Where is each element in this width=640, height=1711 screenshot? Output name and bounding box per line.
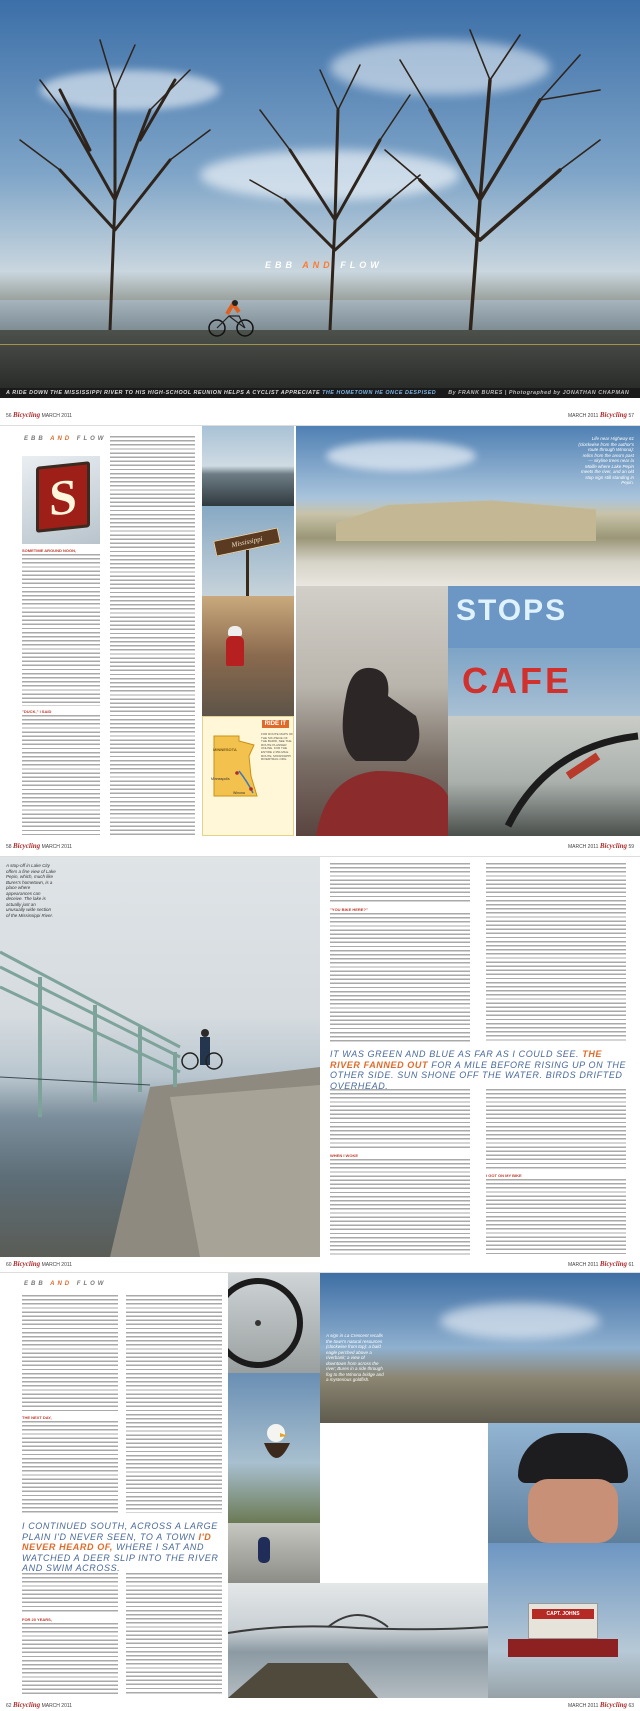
photo-lake-pepin-railing: [0, 857, 320, 1257]
handlebar-shape: [448, 716, 640, 836]
photo-bridge-river: [228, 1583, 488, 1698]
body-text-col5: [486, 863, 626, 1043]
body-text-col10: [22, 1295, 118, 1411]
folio-page-number: 60: [6, 1262, 12, 1268]
runin-duck: "DUCK," I SAID: [22, 709, 52, 714]
dog-statue-shape: [296, 586, 448, 836]
photo-bike-wheel: [228, 1273, 320, 1373]
folio-magazine: Bicycling: [12, 1701, 41, 1709]
body-text-col13: [22, 1573, 118, 1613]
folio-date: MARCH 2011: [567, 1703, 599, 1709]
ride-it-label: RIDE IT: [262, 720, 289, 728]
pull-quote-text: I CONTINUED SOUTH, ACROSS A LARGE PLAIN I'D NEVER SEEN, TO A TOWN: [22, 1521, 218, 1542]
folio-right: [568, 842, 634, 850]
cloud: [440, 1303, 600, 1339]
folio-left: [6, 842, 72, 850]
spread-four: [0, 1273, 640, 1711]
ride-it-text: FOR ROUTE MAPS OF THE SIX-PIECE OF THE BAIRD, SEE THE ROUTE PLANNER ONLINE. FOR THE ENTIRE 2,350-MILE ROUTE, MISSISSIPPI RIVERTRAIL.ORG.: [261, 732, 294, 762]
s-sign-board: [36, 461, 90, 533]
photo-mississippi-signpost: [202, 506, 294, 596]
body-text-col11: [22, 1421, 118, 1513]
folio-magazine: Bicycling: [12, 411, 41, 419]
photo-eagle-mural: [228, 1373, 320, 1523]
body-text-col2: [110, 436, 195, 836]
kicker-flow: FLOW: [76, 1281, 107, 1287]
kicker-ebb: EBB: [24, 436, 46, 442]
folio-page-number: 58: [6, 844, 12, 850]
spread-two: [0, 426, 640, 856]
dek-bar: [0, 388, 640, 398]
map-state-label: MINNESOTA: [213, 747, 237, 752]
photo-cafe-sign: [448, 648, 640, 716]
folio-date: MARCH 2011: [567, 413, 599, 419]
bridge-shape: [228, 1583, 488, 1698]
photo-river-railing: [202, 426, 294, 506]
photo-fog-rider: [228, 1523, 320, 1583]
folio-magazine: Bicycling: [12, 1260, 41, 1268]
folio-date: MARCH 2011: [41, 844, 73, 850]
dek-text: A RIDE DOWN THE MISSISSIPPI RIVER TO HIS HIGH-SCHOOL REUNION HELPS A CYCLIST APPRECIATE: [6, 390, 321, 396]
photo-cyclist-storefront: [202, 596, 294, 716]
pull-quote-plain: [22, 1521, 222, 1574]
pull-quote-text-end: WHERE I SAT AND WATCHED A DEER SLIP INTO THE RIVER AND SWIM ACROSS.: [22, 1542, 219, 1573]
photo-cyclist-portrait: [488, 1423, 640, 1543]
folio-date: MARCH 2011: [41, 1703, 73, 1709]
spread-opening: [0, 0, 640, 425]
wheel-shape: [228, 1273, 320, 1373]
folio-magazine: Bicycling: [599, 842, 628, 850]
title-word-and: AND: [302, 260, 334, 270]
folio-right: [568, 1260, 634, 1268]
folio-magazine: Bicycling: [599, 411, 628, 419]
cafe-letters: CAFE: [462, 660, 572, 701]
photo-dog-statue: [296, 586, 448, 836]
caption-mid: A sign in La Crescent recalls the town's natural resources (clockwise from top): a bald eagle perched above a riverbank; a view of downtown from across the river; Bures in a ride through fog to the Winona bridge and a mysterious goldfish.: [326, 1333, 384, 1382]
road: [0, 330, 640, 388]
photo-stop-sign: [448, 586, 640, 648]
pull-quote-river: [330, 1049, 630, 1091]
kicker-and: AND: [50, 436, 73, 442]
runin-twenty-years: FOR 20 YEARS,: [22, 1617, 52, 1622]
cloud: [326, 441, 476, 471]
runin-next-day: THE NEXT DAY,: [22, 1415, 52, 1420]
photo-riverboat: [488, 1543, 640, 1698]
body-text-col8: [486, 1089, 626, 1169]
map-city-winona: Winona: [233, 791, 245, 795]
folio-left: [6, 1260, 72, 1268]
kicker-and: AND: [50, 1281, 73, 1287]
s-letter: S: [49, 467, 77, 527]
section-kicker: [24, 1281, 106, 1287]
folio-date: MARCH 2011: [567, 844, 599, 850]
cyclist-helmet: [228, 626, 242, 636]
folio-right: [568, 1701, 634, 1709]
signpost-pole: [246, 550, 249, 596]
folio-left: [6, 1701, 72, 1709]
dek-highlight: THE HOMETOWN HE ONCE DESPISED: [322, 390, 437, 396]
folio-magazine: Bicycling: [599, 1260, 628, 1268]
pull-quote-text: IT WAS GREEN AND BLUE AS FAR AS I COULD SEE.: [330, 1049, 580, 1059]
face: [528, 1479, 618, 1543]
folio-right: [568, 411, 634, 419]
signpost-text: Mississippi: [230, 534, 264, 550]
bluff: [336, 496, 596, 541]
road-line: [0, 344, 640, 345]
folio-left: [6, 411, 72, 419]
spread-three: [0, 857, 640, 1272]
byline: By FRANK BURES | Photographed by JONATHAN CHAPMAN: [448, 390, 630, 396]
folio-magazine: Bicycling: [599, 1701, 628, 1709]
title-word-flow: FLOW: [340, 260, 383, 270]
folio-magazine: Bicycling: [12, 842, 41, 850]
body-text-col3: [330, 863, 470, 903]
body-text-col7: [330, 1159, 470, 1257]
map-city-minneapolis: Minneapolis: [211, 777, 230, 781]
runin-got-on-bike: I GOT ON MY BIKE: [486, 1173, 522, 1178]
body-text-col12: [126, 1295, 222, 1513]
body-text-col1a: [22, 554, 100, 706]
cyclist-jersey: [226, 636, 244, 666]
cyclist-figure: [205, 298, 265, 338]
photo-bluff-field: [296, 426, 640, 586]
pull-quote-text-end: FOR A MILE BEFORE RISING UP ON THE OTHER SIDE. SUN SHONE OFF THE WATER. BIRDS DRIFTED OVERHEAD.: [330, 1059, 627, 1091]
helmet: [518, 1433, 628, 1483]
body-text-col1b: [22, 715, 100, 835]
hero-photo-trees-river: [0, 0, 640, 388]
folio-page-number: 57: [628, 413, 634, 419]
runin-you-bike: "YOU BIKE HERE?": [330, 907, 368, 912]
fog-rider-figure: [258, 1537, 270, 1563]
title-word-ebb: EBB: [265, 260, 297, 270]
runin-when-i-woke: WHEN I WOKE: [330, 1153, 358, 1158]
caption-left: A stop-off in Lake City offers a fine view of Lake Pepin, which, much like Bures's hometown, is a place where appearances can deceive. The lake is actually just an unusually wide section of the Mississippi River.: [6, 863, 56, 918]
body-text-col6: [330, 1089, 470, 1149]
eagle-shape: [228, 1373, 320, 1523]
kicker-flow: FLOW: [76, 436, 107, 442]
photo-riverfront-town: [320, 1273, 640, 1423]
photo-s-sign: [22, 456, 100, 544]
runin-noon: SOMETIME AROUND NOON,: [22, 548, 77, 553]
pull-quote-highlight: THE RIVER FANNED OUT: [330, 1049, 603, 1070]
folio-page-number: 61: [628, 1262, 634, 1268]
kicker-ebb: EBB: [24, 1281, 46, 1287]
body-text-col4: [330, 913, 470, 1043]
boat-sign: CAPT. JOHNS: [532, 1609, 594, 1619]
folio-date: MARCH 2011: [567, 1262, 599, 1268]
folio-page-number: 56: [6, 413, 12, 419]
caption-right: Life near Highway 61 (clockwise from the author's route through Winona): relics from the area's past — skyline trees near la Moille where Lake Pepin meets the river, and an old stop sign still standing in Pepin.: [578, 436, 634, 485]
folio-date: MARCH 2011: [41, 1262, 73, 1268]
feature-title: [265, 260, 383, 270]
folio-page-number: 63: [628, 1703, 634, 1709]
stops-letters: STOPS: [456, 594, 568, 627]
folio-page-number: 62: [6, 1703, 12, 1709]
boat-hull: [508, 1639, 618, 1657]
folio-date: MARCH 2011: [41, 413, 73, 419]
folio-page-number: 59: [628, 844, 634, 850]
pull-quote-highlight: I'D NEVER HEARD OF,: [22, 1531, 212, 1552]
body-text-col14: [22, 1623, 118, 1695]
body-text-col9: [486, 1179, 626, 1257]
body-text-col15: [126, 1573, 222, 1695]
section-kicker: [24, 436, 106, 442]
photo-handlebar-river: [448, 716, 640, 836]
ride-it-sidebar: [202, 716, 294, 836]
